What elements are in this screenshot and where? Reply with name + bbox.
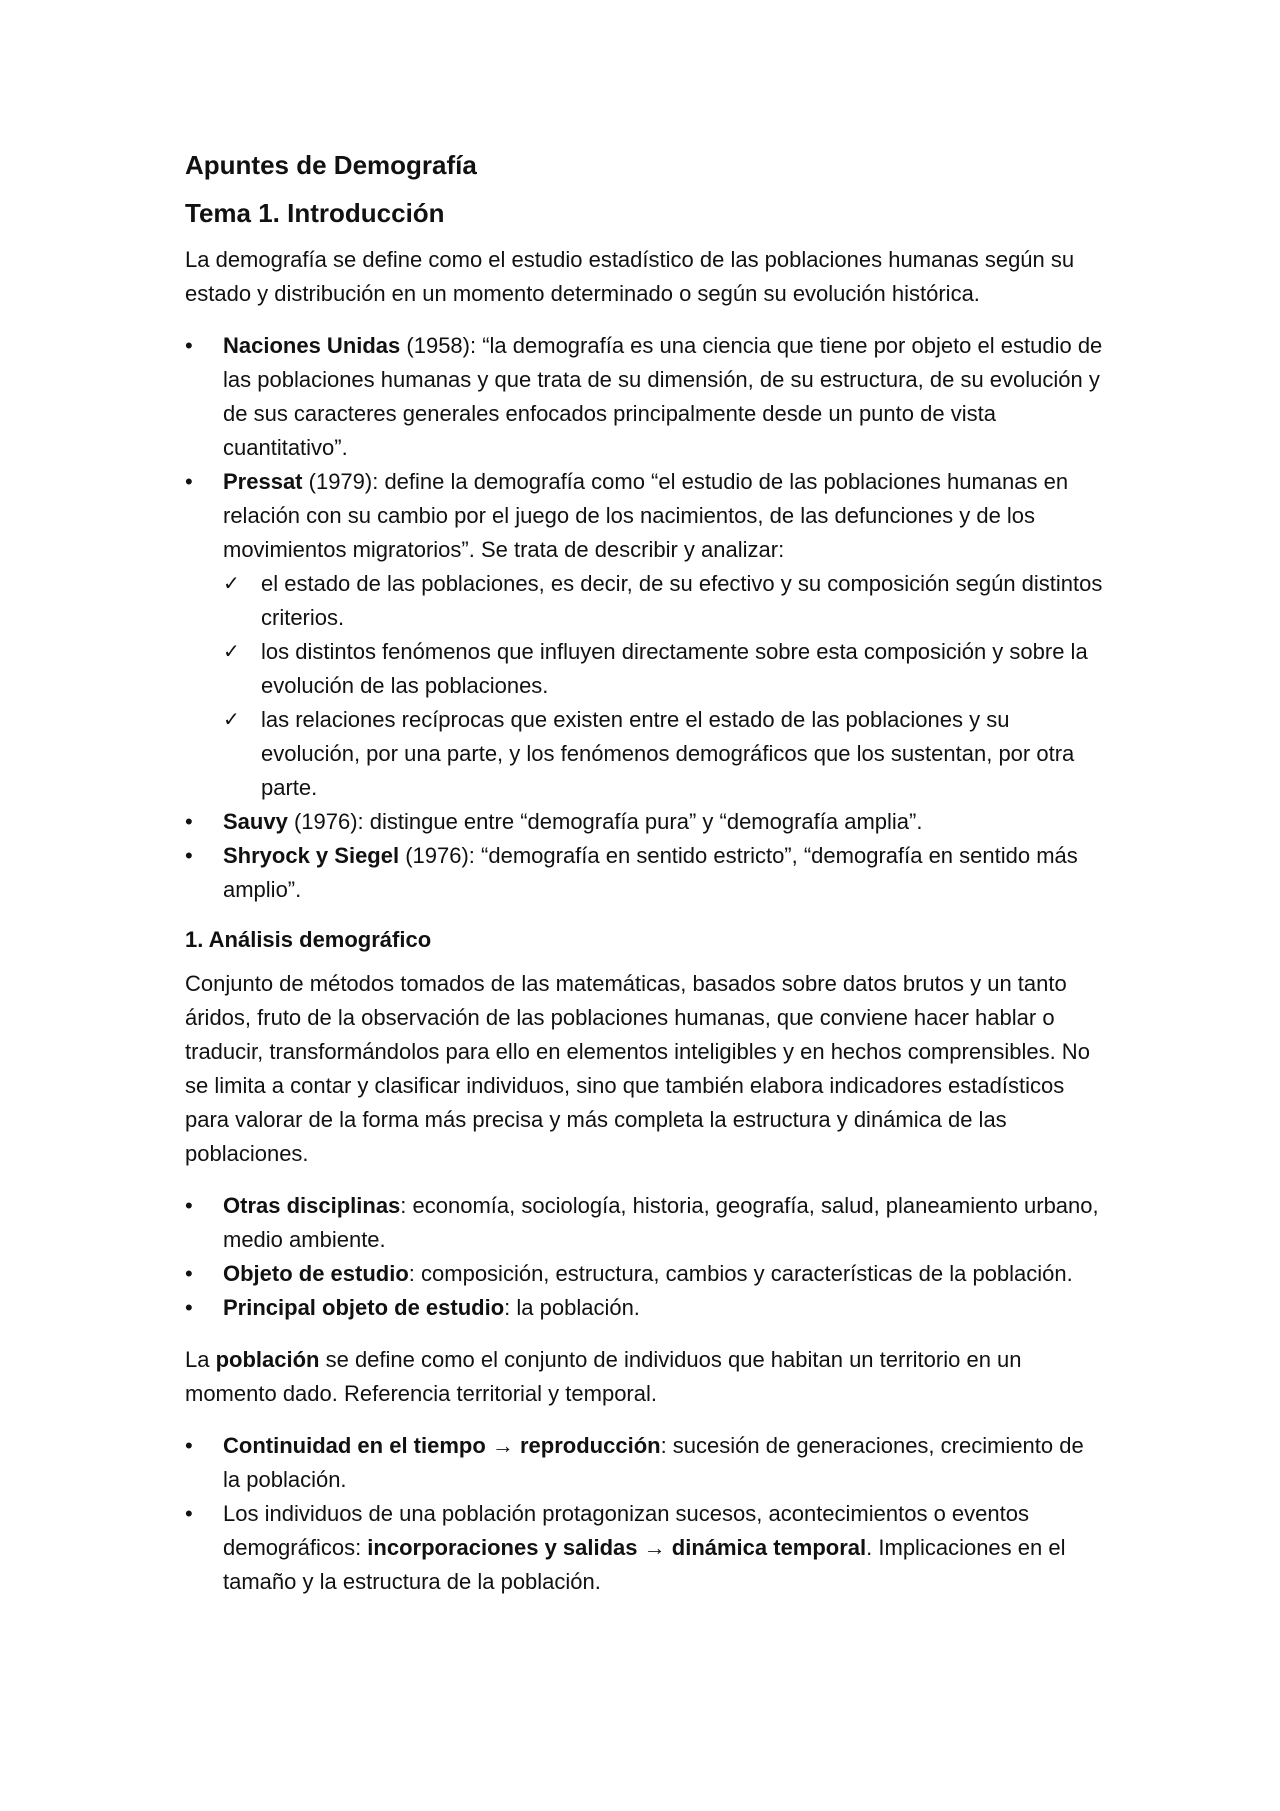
bullet-icon: • (185, 1193, 193, 1218)
subpoint-text: el estado de las poblaciones, es decir, de su efectivo y su composición según distintos criterios. (261, 571, 1103, 630)
item-text: . Implicaciones en el tamaño y la estructura de la población. (223, 1535, 1066, 1594)
intro-paragraph: La demografía se define como el estudio estadístico de las poblaciones humanas según su estado y distribución en un momento determinado o según su evolución histórica. (185, 247, 1075, 306)
bullet-icon: • (185, 1501, 193, 1526)
author-name: Shryock y Siegel (223, 843, 400, 868)
list-item (223, 703, 1105, 805)
item-emphasis: incorporaciones y salidas (367, 1535, 638, 1560)
bullet-icon: • (185, 1433, 193, 1458)
list-item (185, 329, 1105, 465)
item-text: : la población. (504, 1295, 640, 1320)
subpoint-text: los distintos fenómenos que influyen directamente sobre esta composición y sobre la evolución de las poblaciones. (261, 639, 1088, 698)
text-run: La (185, 1347, 216, 1372)
list-item (185, 465, 1105, 805)
section-paragraph: Conjunto de métodos tomados de las matemáticas, basados sobre datos brutos y un tanto áridos, fruto de la observación de las poblaciones humanas, que conviene hacer hablar o traducir, transformándolos para ello en elementos inteligibles y en hechos comprensibles. No se limita a contar y clasificar individuos, sino que también elabora indicadores estadísticos para valorar de la forma más precisa y más completa la estructura y dinámica de las poblaciones. (185, 971, 1090, 1166)
item-text: : sucesión de generaciones, crecimiento de la población. (223, 1433, 1084, 1492)
population-term: población (215, 1347, 320, 1372)
item-text: : economía, sociología, historia, geografía, salud, planeamiento urbano, medio ambiente. (223, 1193, 1099, 1252)
list-item (185, 1189, 1105, 1257)
checkmark-icon: ✓ (223, 573, 240, 595)
list-item (223, 567, 1105, 635)
analysis-list (185, 1189, 1105, 1325)
list-item (185, 1291, 1105, 1325)
population-paragraph (185, 1343, 1105, 1411)
bullet-icon: • (185, 1295, 193, 1320)
checkmark-icon: ✓ (223, 709, 240, 731)
pressat-sublist (223, 567, 1105, 805)
document-page (185, 150, 1105, 1617)
topic-title: Tema 1. Introducción (185, 198, 445, 228)
bullet-icon: • (185, 333, 193, 358)
list-item (185, 805, 1105, 839)
item-label: Otras disciplinas (223, 1193, 401, 1218)
list-item (185, 1497, 1105, 1599)
item-label: Principal objeto de estudio (223, 1295, 505, 1320)
item-text: : composición, estructura, cambios y características de la población. (408, 1261, 1073, 1286)
author-name: Sauvy (223, 809, 288, 834)
arrow-glyph: → (637, 1535, 672, 1560)
definition-text: (1976): distingue entre “demografía pura” y “demografía amplia”. (287, 809, 923, 834)
definition-text: (1958): “la demografía es una ciencia que tiene por objeto el estudio de las poblaciones humanas y que trata de su dimensión, de su estructura, de su evolución y de sus caracteres generales enfocados principalmente desde un punto de vista cuantitativo”. (223, 333, 1103, 460)
item-text: Los individuos de una población protagonizan sucesos, acontecimientos o eventos demográficos: (223, 1501, 1029, 1560)
item-label: Objeto de estudio (223, 1261, 409, 1286)
bullet-icon: • (185, 843, 193, 868)
author-name: Naciones Unidas (223, 333, 401, 358)
bullet-icon: • (185, 809, 193, 834)
list-item (223, 635, 1105, 703)
list-item (185, 839, 1105, 907)
definition-text: (1979): define la demografía como “el estudio de las poblaciones humanas en relación con su cambio por el juego de los nacimientos, de las defunciones y de los movimientos migratorios”. Se trata de describir y analizar: (223, 469, 1069, 562)
population-list (185, 1429, 1105, 1599)
subpoint-text: las relaciones recíprocas que existen entre el estado de las poblaciones y su evolución, por una parte, y los fenómenos demográficos que los sustentan, por otra parte. (261, 707, 1075, 800)
definition-text: (1976): “demografía en sentido estricto”, “demografía en sentido más amplio”. (223, 843, 1078, 902)
list-item (185, 1429, 1105, 1497)
author-name: Pressat (223, 469, 303, 494)
item-emphasis: dinámica temporal (671, 1535, 867, 1560)
definitions-list (185, 329, 1105, 907)
list-item (185, 1257, 1105, 1291)
section-heading: 1. Análisis demográfico (185, 927, 432, 952)
bullet-icon: • (185, 1261, 193, 1286)
checkmark-icon: ✓ (223, 641, 240, 663)
item-label: Continuidad en el tiempo → reproducción (223, 1433, 661, 1458)
document-title: Apuntes de Demografía (185, 150, 477, 180)
text-run: se define como el conjunto de individuos que habitan un territorio en un momento dado. Referencia territorial y temporal. (185, 1347, 1022, 1406)
bullet-icon: • (185, 469, 193, 494)
